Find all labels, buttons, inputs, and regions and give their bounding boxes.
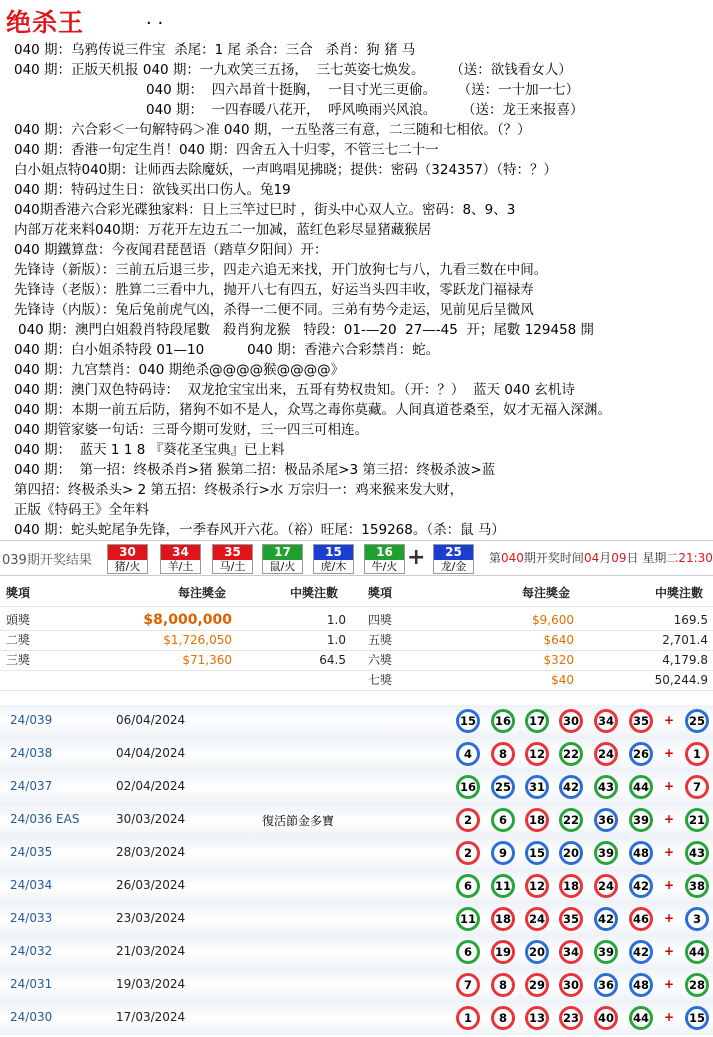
number-ball: 16: [491, 709, 515, 733]
number-ball: 25: [491, 775, 515, 799]
prize-count: 50,244.9: [654, 673, 708, 687]
history-row: [0, 903, 713, 936]
result-number: 17: [263, 545, 302, 560]
number-ball: 48: [629, 841, 653, 865]
history-row: [0, 804, 713, 837]
draw-id[interactable]: 24/034: [10, 878, 53, 892]
draw-date: 30/03/2024: [116, 812, 186, 826]
special-ball: 7: [685, 775, 709, 799]
draw-info-time: 21:30: [678, 551, 713, 565]
number-ball: 11: [456, 907, 480, 931]
prediction-line: 先锋诗（老版）：胜算二三看中九，抛开八七有四五，好运当头四丰收，零跃龙门福禄寿: [14, 282, 534, 298]
number-ball: 2: [456, 808, 480, 832]
result-zodiac: 龙/金: [440, 560, 467, 573]
prize-name: 六獎: [368, 653, 393, 667]
history-row: [0, 771, 713, 804]
prize-count: 2,701.4: [662, 633, 708, 647]
prize-divider: [0, 606, 713, 607]
number-ball: 20: [525, 940, 549, 964]
number-ball: 42: [559, 775, 583, 799]
number-ball: 24: [594, 874, 618, 898]
result-zodiac: 羊/土: [167, 560, 194, 573]
draw-date: 23/03/2024: [116, 911, 186, 925]
prize-name: 二獎: [6, 633, 31, 647]
draw-info-day: 09: [611, 551, 627, 565]
prize-count: 64.5: [319, 653, 346, 667]
draw-info-mid: 期开奖时间: [523, 551, 584, 565]
number-ball: 19: [491, 940, 515, 964]
number-ball: 15: [456, 709, 480, 733]
number-ball: 30: [559, 973, 583, 997]
history-row: [0, 969, 713, 1002]
prize-count: 4,179.8: [662, 653, 708, 667]
prize-amount: $1,726,050: [163, 633, 232, 647]
draw-date: 21/03/2024: [116, 944, 186, 958]
prediction-line: 白小姐点特040期：让师西去除魔妖，一声鸣唱见拂晓；提供：密码（324357）（特：？）: [14, 162, 558, 178]
draw-id[interactable]: 24/038: [10, 746, 53, 760]
draw-id[interactable]: 24/039: [10, 713, 53, 727]
number-ball: 12: [525, 874, 549, 898]
number-ball: 12: [525, 742, 549, 766]
special-ball: 25: [685, 709, 709, 733]
prediction-line: 040期香港六合彩光碟独家料：日上三竿过巳时 ，街头中心双人立。密码：8、9、3: [14, 202, 516, 218]
prediction-line: 先锋诗（新版）：三前五后退三步，四走六追无来找，开门放狗七与八，九看三数在中间。: [14, 262, 548, 278]
history-row: [0, 1002, 713, 1035]
prize-name: 七獎: [368, 673, 393, 687]
result-number: 15: [314, 545, 353, 560]
prize-name: 四獎: [368, 613, 393, 627]
result-tile: [212, 544, 253, 574]
draw-id[interactable]: 24/033: [10, 911, 53, 925]
number-ball: 31: [525, 775, 549, 799]
history-row: [0, 837, 713, 870]
number-ball: 4: [456, 742, 480, 766]
result-number: 35: [213, 545, 252, 560]
prediction-line: 040 期：特码过生日：欲钱买出口伤人。兔19: [14, 182, 291, 198]
prize-header: 中獎注數: [290, 586, 339, 600]
draw-id[interactable]: 24/032: [10, 944, 53, 958]
draw-id[interactable]: 24/030: [10, 1010, 53, 1024]
prediction-line: 040 期：白小姐杀特段 01—10 040 期：香港六合彩禁肖：蛇。: [14, 342, 440, 358]
special-ball: 43: [685, 841, 709, 865]
result-zodiac: 鼠/火: [269, 560, 296, 573]
prize-divider: [0, 690, 713, 691]
number-ball: 23: [559, 1006, 583, 1030]
number-ball: 35: [629, 709, 653, 733]
number-ball: 1: [456, 1006, 480, 1030]
next-draw-info: [489, 549, 713, 566]
prediction-line: 040 期：本期一前五后防，猪狗不如不是人，众骂之毒你莫藏。人间真道苍桑至，奴才无福入深渊。: [14, 402, 612, 418]
number-ball: 8: [491, 742, 515, 766]
result-zodiac: 牛/火: [371, 560, 398, 573]
prediction-line: 第四招：终极杀头> 2 第五招：终极杀行>水 万宗归一：鸡来猴来发大财，: [14, 482, 464, 498]
prediction-line: 040 期： 一四春暖八花开， 呼风唤雨兴风浪。 （送：龙王来报喜）: [146, 102, 584, 118]
number-ball: 39: [594, 841, 618, 865]
prediction-line: 040 期： 蓝天 1 1 8 『葵花圣宝典』已上料: [14, 442, 285, 458]
number-ball: 43: [594, 775, 618, 799]
plus-sign: +: [664, 944, 675, 958]
prediction-line: 040 期鐵算盘：今夜闻君琵琶语（踏草夕阳间）开：: [14, 242, 328, 258]
number-ball: 20: [559, 841, 583, 865]
number-ball: 34: [594, 709, 618, 733]
number-ball: 16: [456, 775, 480, 799]
draw-info-day-label: 日 星期: [626, 551, 667, 565]
number-ball: 44: [629, 1006, 653, 1030]
special-ball: 3: [685, 907, 709, 931]
draw-info-month: 04: [583, 551, 600, 565]
number-ball: 35: [559, 907, 583, 931]
number-ball: 36: [594, 808, 618, 832]
plus-sign: +: [664, 878, 675, 892]
number-ball: 44: [629, 775, 653, 799]
number-ball: 42: [629, 940, 653, 964]
result-tile: [364, 544, 405, 574]
plus-sign: +: [664, 845, 675, 859]
result-number: 34: [161, 545, 200, 560]
prize-count: 1.0: [326, 633, 346, 647]
prediction-line: 040 期：正版天机报 040 期：一九欢笑三五扬， 三七英姿七焕发。 （送：欲钱看女人）: [14, 62, 572, 78]
number-ball: 18: [491, 907, 515, 931]
draw-date: 02/04/2024: [116, 779, 186, 793]
prediction-line: 先锋诗（内版）：兔后兔前虎气凶，杀得一二便不同。三弟有势今走运，见前见后呈微风: [14, 302, 534, 318]
draw-info-month-label: 月: [599, 551, 612, 565]
history-row: [0, 936, 713, 969]
plus-sign: +: [664, 779, 675, 793]
prediction-line: 040 期：香港一句定生肖！040 期：四舍五入十归零，不管三七二十一: [14, 142, 439, 158]
prediction-line: 040 期： 第一招：终极杀肖>猪 猴第二招：极品杀尾>3 第三招：终极杀波>蓝: [14, 462, 496, 478]
draw-date: 28/03/2024: [116, 845, 186, 859]
history-row: [0, 705, 713, 738]
number-ball: 42: [629, 874, 653, 898]
number-ball: 39: [629, 808, 653, 832]
result-tile: [313, 544, 354, 574]
special-ball: 1: [685, 742, 709, 766]
number-ball: 6: [456, 940, 480, 964]
prize-amount: $9,600: [532, 613, 574, 627]
number-ball: 18: [525, 808, 549, 832]
draw-id[interactable]: 24/031: [10, 977, 53, 991]
result-zodiac: 虎/木: [320, 560, 347, 573]
number-ball: 34: [559, 940, 583, 964]
special-ball: 21: [685, 808, 709, 832]
prediction-line: 040 期：澳門白姐殺肖特段尾數 殺肖狗龙猴 特段：01-—20 27—-45 开；尾數 129458 開: [18, 322, 595, 338]
draw-info-weekday: 二: [666, 551, 679, 565]
number-ball: 40: [594, 1006, 618, 1030]
plus-sign: +: [664, 713, 675, 727]
number-ball: 8: [491, 973, 515, 997]
prize-name: 頭獎: [6, 613, 31, 627]
prize-divider: [0, 650, 713, 651]
prize-amount: $8,000,000: [143, 612, 232, 628]
number-ball: 13: [525, 1006, 549, 1030]
page-title: 绝杀王: [6, 8, 85, 37]
plus-sign: +: [664, 746, 675, 760]
result-number: 16: [365, 545, 404, 560]
prize-name: 五獎: [368, 633, 393, 647]
prize-amount: $320: [543, 653, 574, 667]
number-ball: 6: [491, 808, 515, 832]
number-ball: 9: [491, 841, 515, 865]
result-tile: [107, 544, 148, 574]
prediction-line: 040 期管家婆一句话：三哥今期可发财，三一四三可相连。: [14, 422, 369, 438]
prize-divider: [0, 670, 713, 671]
result-tile: [262, 544, 303, 574]
prediction-line: 040 期：六合彩＜一句解特码＞准 040 期，一五坠落三有意，二三随和七相依。（？）: [14, 122, 531, 138]
prize-header: 每注獎金: [178, 586, 227, 600]
draw-date: 19/03/2024: [116, 977, 186, 991]
number-ball: 39: [594, 940, 618, 964]
prediction-line: 040 期：蛇头蛇尾争先锋，一季春风开六花。（裕）旺尾：159268。（杀：鼠 马）: [14, 522, 505, 538]
plus-sign: +: [664, 911, 675, 925]
history-row: [0, 738, 713, 771]
prediction-line: 内部万花来料040期：万花开左边五二一加减，蓝红色彩尽显猪藏猴居: [14, 222, 432, 238]
draw-info-issue: 040: [501, 551, 524, 565]
prediction-line: 040 期：乌鸦传说三件宝 杀尾：1 尾 杀合：三合 杀肖：狗 猪 马: [14, 42, 416, 58]
plus-sign: +: [664, 1010, 675, 1024]
number-ball: 24: [525, 907, 549, 931]
plus-sign: +: [407, 545, 426, 570]
prediction-line: 040 期：澳门双色特码诗： 双龙抢宝宝出来，五哥有势权贵知。（开：？） 蓝天 040 玄机诗: [14, 382, 575, 398]
number-ball: 29: [525, 973, 549, 997]
draw-date: 17/03/2024: [116, 1010, 186, 1024]
number-ball: 30: [559, 709, 583, 733]
number-ball: 36: [594, 973, 618, 997]
special-ball: 38: [685, 874, 709, 898]
prize-header: 每注獎金: [522, 586, 571, 600]
draw-note: 復活節金多寶: [262, 814, 335, 828]
draw-id[interactable]: 24/035: [10, 845, 53, 859]
number-ball: 48: [629, 973, 653, 997]
prize-header: 中獎注數: [655, 586, 704, 600]
number-ball: 18: [559, 874, 583, 898]
plus-sign: +: [664, 812, 675, 826]
prediction-line: 040 期：九宫禁肖：040 期绝杀@@@@猴@@@@》: [14, 362, 345, 378]
prediction-line: 正版《特码王》全年料: [14, 502, 149, 518]
prediction-line: 040 期： 四六昂首十挺胸， 一目寸光三更偷。 （送：一十加一七）: [146, 82, 580, 98]
number-ball: 15: [525, 841, 549, 865]
plus-sign: +: [664, 977, 675, 991]
result-bar-label: 039期开奖结果: [2, 553, 92, 568]
number-ball: 7: [456, 973, 480, 997]
prize-header: 獎項: [6, 586, 31, 600]
prize-amount: $640: [543, 633, 574, 647]
result-number: 30: [108, 545, 147, 560]
prize-amount: $40: [551, 673, 574, 687]
number-ball: 11: [491, 874, 515, 898]
number-ball: 8: [491, 1006, 515, 1030]
number-ball: 22: [559, 808, 583, 832]
number-ball: 46: [629, 907, 653, 931]
prize-divider: [0, 630, 713, 631]
result-tile: [433, 544, 474, 574]
draw-date: 06/04/2024: [116, 713, 186, 727]
number-ball: 22: [559, 742, 583, 766]
prize-header: 獎項: [368, 586, 393, 600]
draw-id[interactable]: 24/037: [10, 779, 53, 793]
result-bar: [0, 540, 713, 576]
prize-count: 169.5: [673, 613, 708, 627]
draw-date: 04/04/2024: [116, 746, 186, 760]
title-dots: . .: [146, 8, 164, 29]
result-number: 25: [434, 545, 473, 560]
draw-info-pre: 第: [489, 551, 502, 565]
prize-name: 三獎: [6, 653, 31, 667]
result-zodiac: 猪/火: [114, 560, 141, 573]
number-ball: 42: [594, 907, 618, 931]
draw-date: 26/03/2024: [116, 878, 186, 892]
number-ball: 6: [456, 874, 480, 898]
prize-amount: $71,360: [182, 653, 232, 667]
special-ball: 44: [685, 940, 709, 964]
history-row: [0, 870, 713, 903]
prize-count: 1.0: [326, 613, 346, 627]
number-ball: 17: [525, 709, 549, 733]
special-ball: 28: [685, 973, 709, 997]
result-tile: [160, 544, 201, 574]
draw-id[interactable]: 24/036 EAS: [10, 812, 80, 826]
number-ball: 2: [456, 841, 480, 865]
number-ball: 24: [594, 742, 618, 766]
special-ball: 15: [685, 1006, 709, 1030]
result-zodiac: 马/土: [219, 560, 246, 573]
number-ball: 26: [629, 742, 653, 766]
